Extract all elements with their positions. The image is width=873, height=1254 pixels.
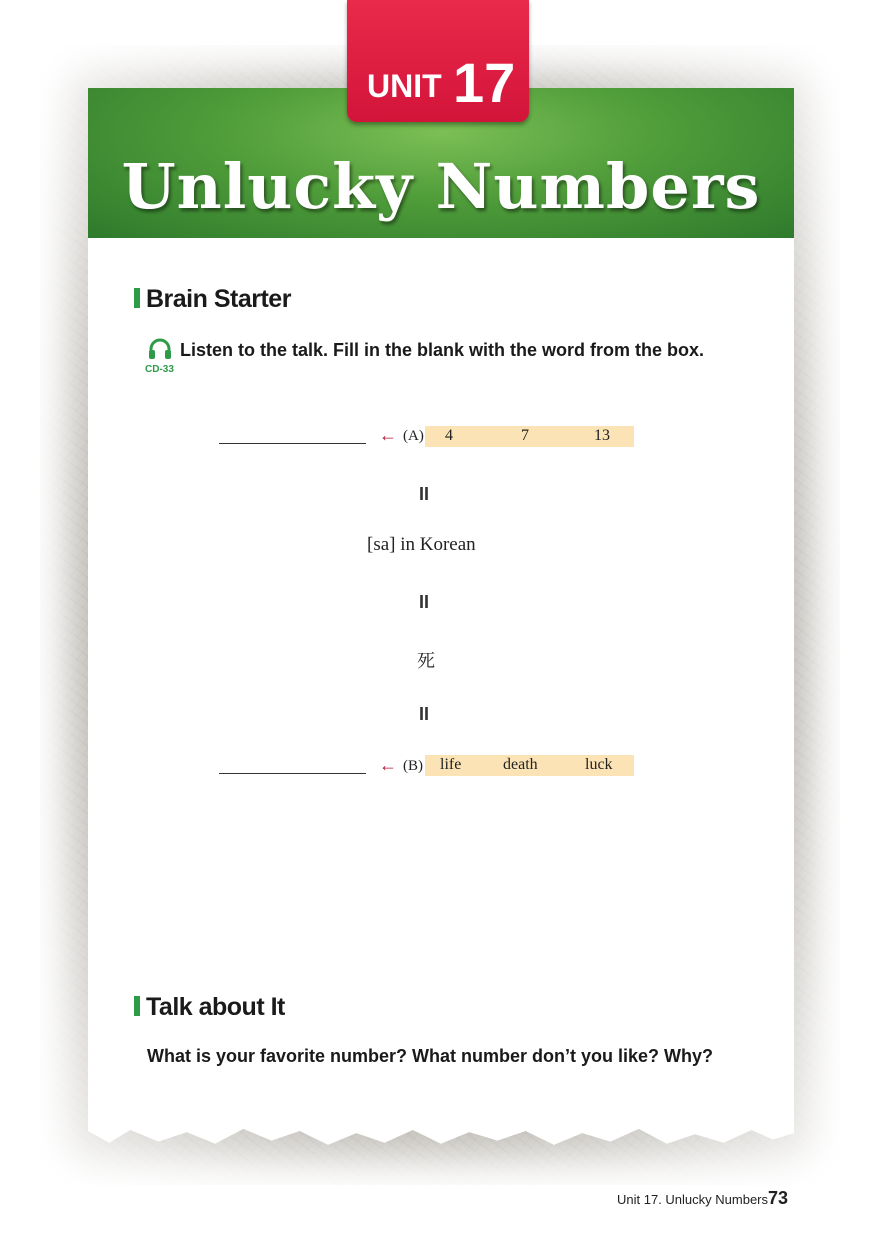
page-title: Unlucky Numbers: [121, 150, 761, 223]
label-b: (B): [403, 758, 423, 774]
headphones-icon[interactable]: [148, 338, 172, 360]
choice-box-a: [425, 426, 634, 447]
discussion-question: What is your favorite number? What number don’t you like? Why?: [147, 1046, 714, 1066]
brain-starter-heading-text: Brain Starter: [146, 285, 291, 313]
unit-tab: [347, 0, 529, 122]
equals-sign: II: [419, 484, 430, 504]
answer-blank-b[interactable]: [219, 773, 366, 774]
instruction-text: Listen to the talk. Fill in the blank with the word from the box.: [180, 340, 705, 360]
left-arrow-icon: ←: [379, 755, 397, 775]
footer-unit-title: Unit 17. Unlucky Numbers: [617, 1192, 768, 1207]
choice-option: 4: [445, 427, 453, 444]
korean-line: [sa] in Korean: [367, 534, 476, 555]
equals-sign: II: [419, 592, 430, 612]
section-marker: [134, 288, 140, 308]
brain-starter-heading: [134, 285, 291, 314]
talk-about-it-heading: [134, 993, 285, 1022]
choice-option: death: [503, 756, 538, 773]
unit-number: 17: [453, 51, 516, 114]
chinese-character: 死: [417, 651, 435, 672]
choice-option: 13: [594, 427, 610, 444]
paper-page: [88, 88, 794, 1148]
equals-sign: II: [419, 704, 430, 724]
choice-option: luck: [585, 756, 613, 773]
left-arrow-icon: ←: [379, 425, 397, 445]
section-marker: [134, 996, 140, 1016]
label-a: (A): [403, 428, 424, 444]
cd-track-label: CD-33: [145, 364, 174, 375]
unit-word: UNIT: [367, 68, 442, 104]
choice-box-b: [425, 755, 634, 776]
choice-option: 7: [521, 427, 529, 444]
choice-option: life: [440, 756, 462, 773]
answer-blank-a[interactable]: [219, 443, 366, 444]
page-number: 73: [768, 1188, 789, 1208]
talk-about-it-heading-text: Talk about It: [146, 993, 285, 1021]
